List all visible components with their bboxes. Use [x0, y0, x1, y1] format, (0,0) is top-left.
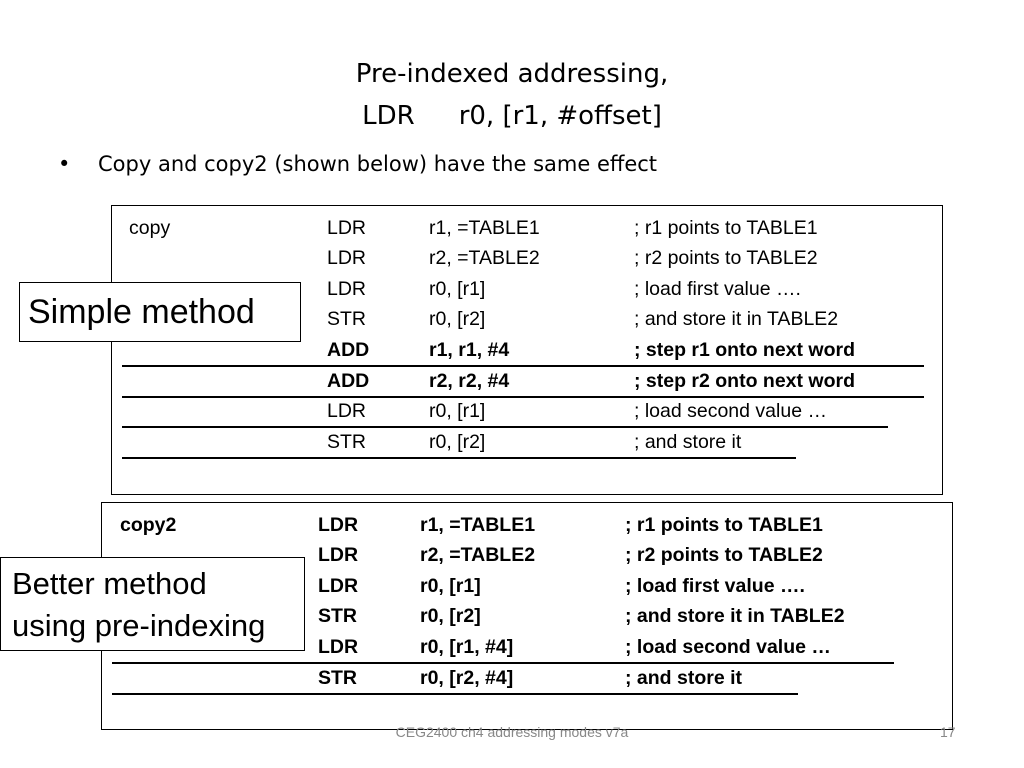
code-op: LDR: [318, 636, 359, 658]
code-op: LDR: [318, 514, 359, 536]
code-op: ADD: [327, 370, 370, 392]
code-comment: ; r2 points to TABLE2: [625, 544, 823, 566]
code-comment: ; r1 points to TABLE1: [625, 514, 823, 536]
code-comment: ; load second value …: [625, 636, 831, 658]
code-line: [120, 510, 950, 540]
slide-title-line2: [0, 98, 1024, 134]
code-box-copy: [111, 205, 943, 495]
code-op: LDR: [327, 217, 367, 239]
code-op: STR: [318, 667, 357, 689]
code-op: LDR: [327, 400, 367, 422]
better-method-text-line2: using pre-indexing: [12, 608, 266, 643]
bullet-symbol: •: [58, 152, 71, 176]
code-line-highlighted: [112, 663, 798, 695]
code-comment: ; load second value …: [634, 400, 827, 422]
code-line: [129, 213, 939, 243]
code-args: r1, =TABLE1: [429, 217, 540, 239]
code-args: r2, =TABLE2: [420, 544, 536, 566]
code-args: r0, [r2]: [420, 605, 481, 627]
code-line-highlighted: [122, 366, 924, 398]
code-line: [129, 243, 939, 273]
code-args: r2, r2, #4: [429, 370, 510, 392]
code-op: STR: [327, 308, 366, 330]
code-op: LDR: [318, 544, 359, 566]
code-op: STR: [327, 431, 366, 453]
simple-method-text: Simple method: [28, 293, 255, 331]
code-op: LDR: [318, 575, 359, 597]
code-comment: ; r2 points to TABLE2: [634, 247, 818, 269]
slide-footer: CEG2400 ch4 addressing modes v7a: [395, 724, 629, 740]
title-args: r0, [r1, #offset]: [458, 101, 662, 131]
code-args: r0, [r1]: [420, 575, 481, 597]
code-comment: ; step r1 onto next word: [634, 339, 856, 361]
code-op: STR: [318, 605, 357, 627]
code-comment: ; and store it: [634, 431, 742, 453]
code-args: r1, =TABLE1: [420, 514, 536, 536]
simple-method-label: [19, 282, 301, 342]
code-comment: ; r1 points to TABLE1: [634, 217, 818, 239]
code-line-underlined: [122, 396, 888, 428]
code-label: copy: [129, 217, 171, 239]
code-args: r2, =TABLE2: [429, 247, 540, 269]
code-comment: ; and store it in TABLE2: [634, 308, 839, 330]
code-args: r1, r1, #4: [429, 339, 510, 361]
code-op: LDR: [327, 247, 367, 269]
code-op: LDR: [327, 278, 367, 300]
code-args: r0, [r1]: [429, 278, 486, 300]
title-op: LDR: [362, 101, 415, 131]
code-comment: ; load first value ….: [634, 278, 801, 300]
code-op: ADD: [327, 339, 370, 361]
code-comment: ; load first value ….: [625, 575, 805, 597]
better-method-text-line1: Better method: [12, 566, 207, 601]
code-args: r0, [r2]: [429, 431, 486, 453]
code-args: r0, [r1, #4]: [420, 636, 514, 658]
code-comment: ; step r2 onto next word: [634, 370, 856, 392]
code-comment: ; and store it in TABLE2: [625, 605, 845, 627]
code-args: r0, [r2]: [429, 308, 486, 330]
bullet-text: Copy and copy2 (shown below) have the same effect: [98, 152, 658, 176]
code-args: r0, [r2, #4]: [420, 667, 514, 689]
bullet-point: [58, 152, 657, 176]
code-line-underlined: [122, 427, 796, 459]
code-comment: ; and store it: [625, 667, 743, 689]
better-method-label: [0, 557, 305, 651]
slide-title-line1: Pre-indexed addressing,: [355, 59, 669, 89]
code-args: r0, [r1]: [429, 400, 486, 422]
page-number: 17: [940, 724, 956, 740]
code-label: copy2: [120, 514, 177, 536]
